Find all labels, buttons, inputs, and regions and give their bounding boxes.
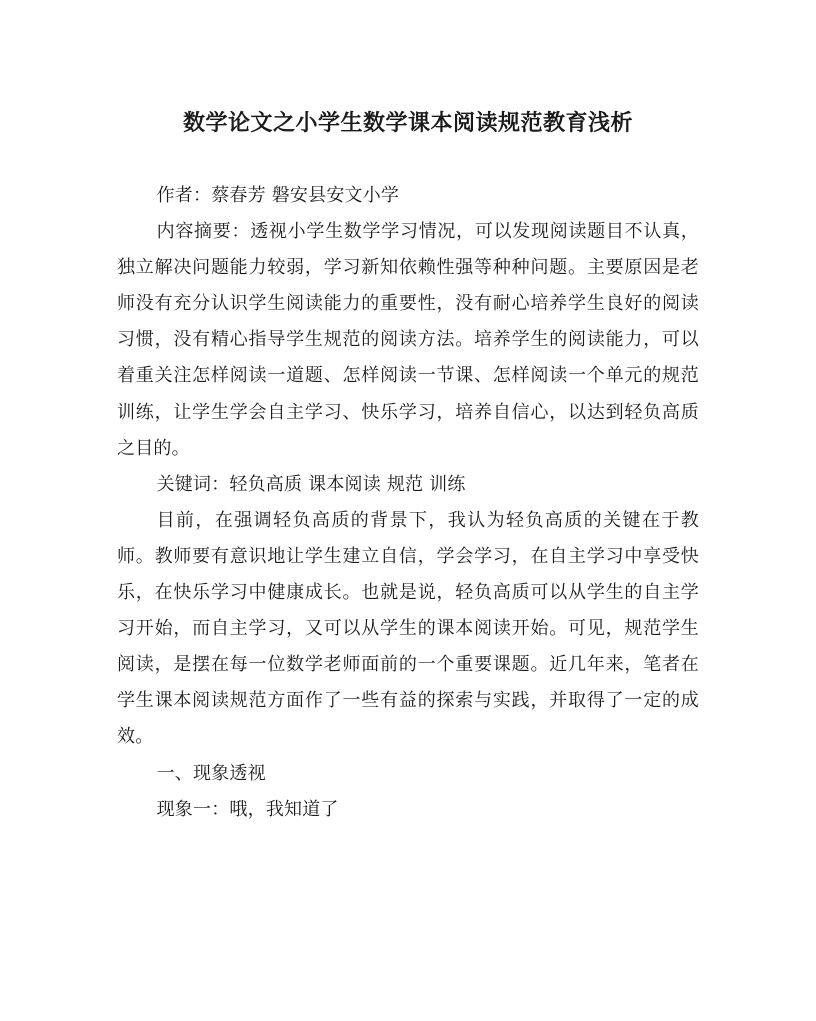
- document-title: 数学论文之小学生数学课本阅读规范教育浅析: [182, 110, 633, 136]
- keywords-line: 关键词：轻负高质 课本阅读 规范 训练: [156, 473, 466, 495]
- abstract-paragraph: 内容摘要：透视小学生数学学习情况，可以发现阅读题目不认真，独立解决问题能力较弱，学习新知依赖性强等种种问题。主要原因是老师没有充分认识学生阅读能力的重要性，没有耐心培养学生良好的阅读习惯，没有精心指导学生规范的阅读方法。培养学生的阅读能力，可以着重关注怎样阅读一道题、怎样阅读一节课、怎样阅读一个单元的规范训练，让学生学会自主学习、快乐学习，培养自信心，以达到轻负高质之目的。: [117, 221, 699, 459]
- document-body: [117, 178, 699, 828]
- subheading: 现象一：哦，我知道了: [156, 798, 339, 820]
- section-heading: 一、现象透视: [156, 762, 266, 784]
- author-line: 作者：蔡春芳 磐安县安文小学: [156, 185, 400, 206]
- intro-paragraph: 目前，在强调轻负高质的背景下，我认为轻负高质的关键在于教师。教师要有意识地让学生建立自信，学会学习，在自主学习中享受快乐，在快乐学习中健康成长。也就是说，轻负高质可以从学生的自主学习开始，而自主学习，又可以从学生的课本阅读开始。可见，规范学生阅读，是摆在每一位数学老师面前的一个重要课题。近几年来，笔者在学生课本阅读规范方面作了一些有益的探索与实践，并取得了一定的成效。: [117, 509, 699, 748]
